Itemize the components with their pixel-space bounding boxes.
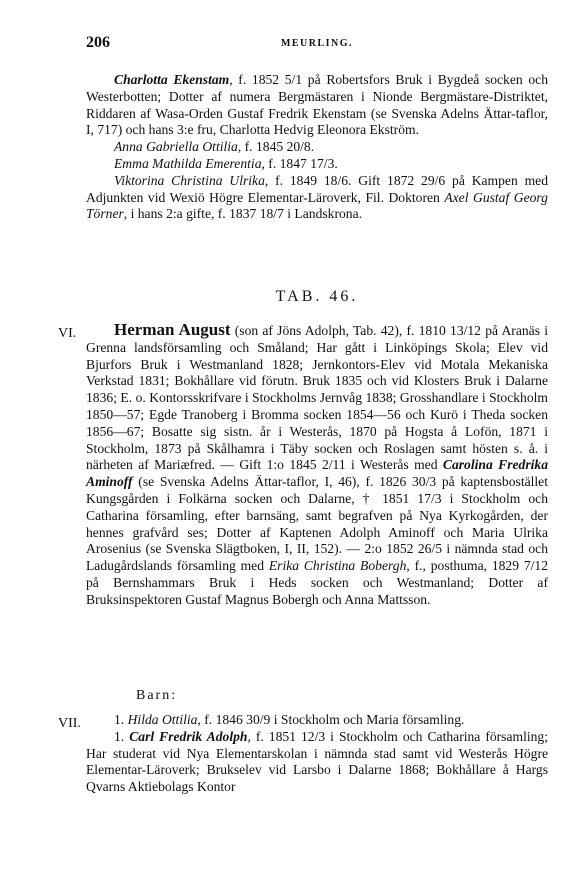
child-name: Anna Gabriella Ottilia	[114, 139, 238, 155]
children-heading: Barn:	[136, 688, 178, 703]
generation-numeral: VII.	[58, 716, 81, 731]
spouse-name: Charlotta Ekenstam	[114, 72, 230, 87]
running-head: MEURLING.	[280, 38, 354, 49]
child-text: , f. 1847 17/3.	[261, 155, 338, 171]
child-name: Emma Mathilda Emerentia	[114, 155, 262, 171]
child-entry	[86, 729, 548, 796]
spouse-text: , f. 1852 5/1 på Robertsfors Bruk i Bygdeå socken och Westerbotten; Dotter af numera Bergmästaren i Nionde Bergmästare-Distriktet, Riddaren af Wasa-Orden Gustaf Fredrik Ekenstam (se Svenska Adelns Ättar-taflor, I, 717) och hans 3:e fru, Charlotta Hedvig Eleonora Ekström.	[86, 72, 548, 138]
child-name: Carl Fredrik Adolph	[129, 728, 248, 744]
child-text: , f. 1845 20/8.	[237, 139, 315, 155]
person-name: Herman August	[114, 320, 231, 339]
section-vi-text	[86, 322, 548, 609]
tab-heading: TAB. 46.	[275, 288, 359, 305]
second-wife-name: Erika Christina Bobergh	[268, 558, 407, 574]
child-line	[86, 173, 548, 223]
child-text: , f. 1846 30/9 i Stockholm och Maria församling.	[197, 712, 465, 727]
husband-text: , i hans 2:a gifte, f. 1837 18/7 i Landskrona.	[123, 206, 363, 222]
page-number: 206	[86, 34, 110, 51]
child-name: Viktorina Christina Ulrika	[114, 172, 265, 188]
child-number: 1.	[114, 728, 130, 744]
first-wife-text: (se Svenska Adelns Ättar-taflor, I, 46), f. 1826 30/3 på kaptensbostället Kungsgården i Folkärna socken och Dalarne, † 1851 17/3 i Stockholm och Catharina församling, efter barnsäng, samt begrafven på Nya Kyrkogården, der hennes grafvård ses; Dotter af Kaptenen Adolph Aminoff och Maria Ulrika Arosenius (se Svenska Slägtboken, I, II, 152). — 2:o 1852 26/5 i nämnda stad och Ladugårdslands församling med	[86, 474, 548, 574]
generation-numeral: VI.	[58, 326, 77, 341]
child-name: Hilda Ottilia	[127, 712, 198, 727]
child-text: , f. 1849 18/6. Gift 1872 29/6 på Kampen med Adjunkten vid Wexiö Högre Elementar-Läroverk, Fil. Doktoren	[86, 172, 549, 205]
first-wife-name: Carolina Fredrika Aminoff	[86, 457, 548, 490]
top-paragraph	[86, 72, 548, 223]
spouse-paragraph	[86, 72, 548, 139]
section-vii-paragraph	[86, 712, 548, 796]
section-vi-paragraph	[86, 322, 548, 609]
child-line	[86, 139, 548, 156]
child-number: 1.	[114, 712, 128, 727]
second-wife-text: , f., posthuma, 1829 7/12 på Bernshammars Bruk i Heds socken och Westmanland; Dotter af Bruksinspektoren Gustaf Magnus Bobergh och Anna Mattsson.	[86, 558, 548, 607]
child-entry	[86, 712, 548, 729]
page-header	[86, 34, 548, 54]
child-line	[86, 156, 548, 173]
person-text: (son af Jöns Adolph, Tab. 42), f. 1810 13/12 på Aranäs i Grenna landsförsamling och Småland; Har gått i Linköpings Skola; Elev vid Bjurfors Bruk i Westmanland 1828; Jernkontors-Elev vid Motala Mekaniska Verkstad 1831; Bokhållare vid förutn. Bruk 1835 och vid Klosters Bruk i Dalarne 1836; E. o. Kontorsskrifvare i Stockholms Jernvåg 1838; Grosshandlare i Stockholm 1850—57; Egde Tranoberg i Bromma socken 1854—56 och Kurö i Theda socken 1856—67; Bosatte sig sistn. år i Westerås, 1870 på Hogsta å Lofön, 1871 i Stockholm, 1873 på Skålhamra i Täby socken och Roslagen samt hösten s. å. i närheten af Mariæfred. — Gift 1:o 1845 2/11 i Westerås med	[86, 323, 548, 473]
child-text: , f. 1851 12/3 i Stockholm och Catharina församling; Har studerat vid Nya Elementarskolan i nämnda stad samt vid Westerås Högre Elementar-Läroverk; Brukselev vid Larsbo i Dalarne 1868; Bokhållare å Hargs Qvarns Aktiebolags Kontor	[86, 728, 548, 795]
husband-name: Axel Gustaf Georg Törner	[86, 189, 548, 222]
